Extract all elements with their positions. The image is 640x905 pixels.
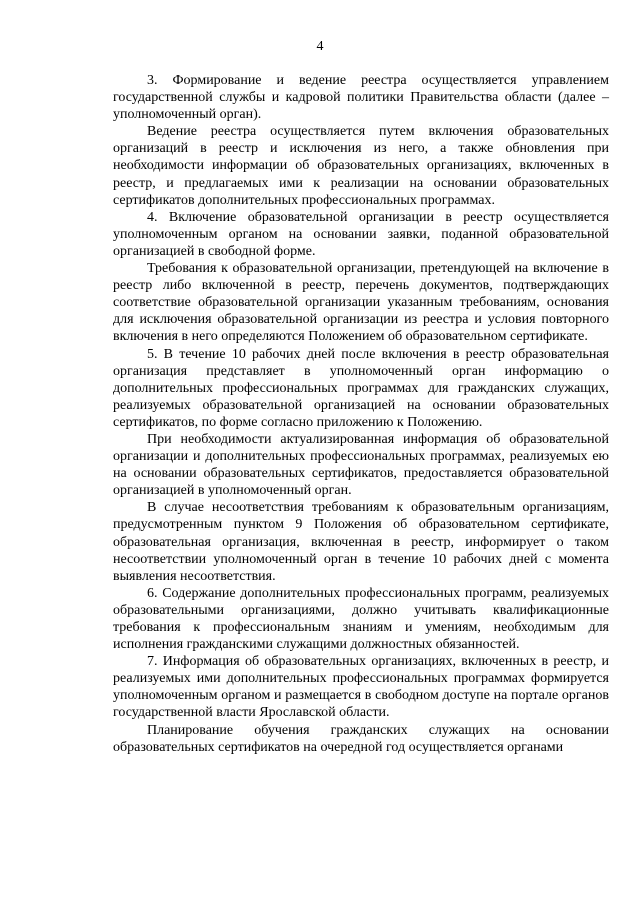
paragraph-item-7: 7. Информация об образовательных организациях, включенных в реестр, и реализуемых ими дополнительных профессиональных программах формируется уполномоченным органом и размещается в свободном доступе на портале органов государственной власти Ярославской области. — [113, 654, 609, 721]
page-number: 4 — [316, 39, 324, 54]
paragraph-item-3: 3. Формирование и ведение реестра осуществляется управлением государственной службы и кадровой политики Правительства области (далее – уполномоченный орган). — [113, 73, 609, 123]
paragraph-registry-maintenance: Ведение реестра осуществляется путем включения образовательных организаций в реестр и исключения из него, а также обновления при необходимости информации об образовательных организациях, включенных в реестр, и предлагаемых ими к реализации на основании образовательных сертификатов дополнительных профессиональных программах. — [113, 124, 609, 208]
paragraph-requirements: Требования к образовательной организации, претендующей на включение в реестр либо включенной в реестр, перечень документов, подтверждающих соответствие образовательной организации указанным требованиям, основания для исключения образовательной организации из реестра и условия повторного включения в него определяются Положением об образовательном сертификате. — [113, 261, 609, 345]
paragraph-updated-info: При необходимости актуализированная информация об образовательной организации и дополнительных профессиональных программах, реализуемых ею на основании образовательных сертификатов, предоставляется образовательной организацией в уполномоченный орган. — [113, 431, 609, 499]
paragraph-item-5: 5. В течение 10 рабочих дней после включения в реестр образовательная организация представляет в уполномоченный орган информацию о дополнительных профессиональных программах для гражданских служащих, реализуемых образовательной организацией на основании образовательных сертификатов, по форме согласно приложению к Положению. — [113, 346, 609, 430]
paragraph-planning: Планирование обучения гражданских служащих на основании образовательных сертификатов на очередной год осуществляется органами — [113, 722, 609, 755]
document-body — [113, 72, 609, 756]
paragraph-item-4: 4. Включение образовательной организации в реестр осуществляется уполномоченным органом на основании заявки, поданной образовательной организацией в свободной форме. — [113, 209, 609, 259]
paragraph-noncompliance: В случае несоответствия требованиям к образовательным организациям, предусмотренным пунктом 9 Положения об образовательном сертификате, образовательная организация, включенная в реестр, информирует о таком несоответствии уполномоченный орган в течение 10 рабочих дней с момента выявления несоответствия. — [113, 500, 609, 584]
paragraph-item-6: 6. Содержание дополнительных профессиональных программ, реализуемых образовательными организациями, должно учитывать квалификационные требования к профессиональным знаниям и умениям, необходимым для исполнения гражданскими служащими должностных обязанностей. — [113, 585, 609, 653]
